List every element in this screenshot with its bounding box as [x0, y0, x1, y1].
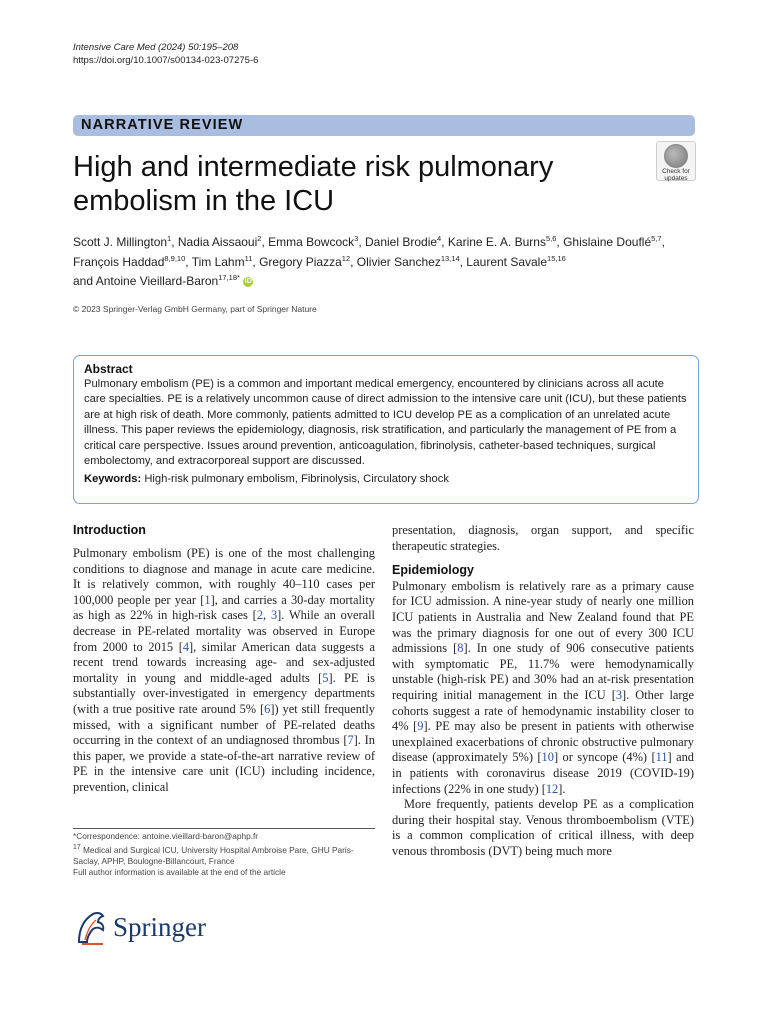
continuation-text: presentation, diagnosis, organ support, and specific therapeutic strategies.: [392, 523, 694, 553]
abstract-box: [73, 355, 699, 504]
author-name[interactable]: Nadia Aissaoui: [177, 235, 258, 249]
author-separator: ,: [556, 235, 564, 249]
abstract-heading: Abstract: [84, 362, 133, 376]
citation-link[interactable]: 4: [182, 639, 190, 654]
affiliation-text: Medical and Surgical ICU, University Hospital Ambroise Pare, GHU Paris-Saclay, APHP, Boulogne-Billancourt, France: [73, 844, 354, 867]
full-author-info: Full author information is available at the end of the article: [73, 867, 286, 878]
footnote-divider: [73, 828, 375, 829]
text-segment: ]. PE is substantially over-investigated in emergency departments (with a true positive rate around 5% [: [73, 670, 375, 716]
citation-link[interactable]: 1: [204, 592, 211, 607]
author-affiliation: 13,14: [440, 253, 460, 263]
author-affiliation: 15,16: [547, 253, 566, 263]
abstract-text: Pulmonary embolism (PE) is a common and important medical emergency, encountered by clinicians across all acute care specialties. PE is a relatively uncommon cause of direct admission to the intensive care unit (ICU), but these patients are at high risk of death. More commonly, patients admitted to ICU develop PE as a complication of an unrelated acute illness. This paper reviews the epidemiology, diagnosis, risk stratification, and particularly the management of PE from a critical care perspective. Issues around prevention, anticoagulation, fibrinolysis, catheter-based techniques, surgical embolectomy, and extracorporeal support are discussed.: [84, 378, 687, 468]
author-separator: ,: [185, 254, 192, 269]
article-type-label: NARRATIVE REVIEW: [81, 117, 244, 133]
epidemiology-heading: Epidemiology: [392, 563, 474, 578]
text-segment: ]. In this paper, we provide a state-of-the-art narrative review of PE in the intensive care unit (ICU) including incidence, prevention, clinical: [73, 733, 375, 794]
introduction-paragraph: [73, 546, 375, 796]
text-segment: ] and in patients with coronavirus disease 2019 (COVID-19) infections (22% in one study) [: [392, 750, 694, 796]
author-affiliation: 1: [167, 234, 172, 243]
author-affiliation: 11: [244, 253, 253, 263]
text-segment: ]. In one study of 906 consecutive patients with symptomatic PE, 11.7% were hemodynamically unstable (high-risk PE) and 30% had an at-risk presentation requiring initial management in the ICU [: [392, 641, 694, 702]
citation-link[interactable]: 3: [615, 687, 623, 702]
publisher-name: Springer: [113, 912, 206, 942]
author-separator: ,: [661, 235, 665, 249]
author-name[interactable]: Emma Bowcock: [268, 235, 355, 249]
author-name[interactable]: Gregory Piazza: [259, 254, 342, 269]
article-type-banner: [73, 115, 695, 136]
springer-horse-icon: [73, 908, 107, 946]
author-name[interactable]: Ghislaine Douflé: [563, 235, 652, 249]
keywords-line: [84, 472, 688, 487]
author-separator: ,: [261, 235, 269, 249]
author-affiliation: 2: [257, 234, 262, 243]
author-affiliation: 5,7: [651, 234, 662, 243]
text-segment: ], similar American data suggests a recent trend towards increasing age- and sex-adjusted mortality in young and middle-aged adults [: [73, 639, 376, 685]
text-segment: Pulmonary embolism is relatively rare as a primary cause for ICU admission. A nine-year study of nearly one million ICU patients in Australia and New Zealand found that PE was the primary diagnosis for one out of every 300 ICU admissions [: [392, 578, 694, 656]
text-segment: ]. PE may also be present in patients with otherwise unexplained exacerbations of chronic obstructive pulmonary disease (approximately 5%) [: [392, 719, 694, 765]
check-for-updates-badge[interactable]: [656, 141, 696, 181]
correspondence-line: *Correspondence: antoine.vieillard-baron@aphp.fr: [73, 831, 259, 841]
keywords-text: High-risk pulmonary embolism, Fibrinolysis, Circulatory shock: [144, 473, 449, 486]
orcid-icon[interactable]: iD: [244, 277, 252, 285]
author-affiliation: 5,6: [545, 234, 557, 243]
citation-link[interactable]: 7: [347, 733, 354, 748]
author-name[interactable]: François Haddad: [73, 254, 165, 269]
author-name[interactable]: Scott J. Millington: [73, 235, 168, 249]
text-segment: ]) yet still frequently missed, with a significant number of PE-related deaths occurring in the context of an undiagnosed thrombus [: [73, 701, 375, 748]
check-updates-line2: updates: [664, 175, 688, 182]
author-separator: ,: [441, 235, 448, 249]
author-separator: ,: [459, 254, 467, 269]
citation-link[interactable]: 8: [457, 641, 464, 656]
copyright-notice: © 2023 Springer-Verlag GmbH Germany, part of Springer Nature: [73, 304, 317, 314]
citation-link[interactable]: 6: [264, 701, 271, 716]
author-separator: ,: [350, 254, 357, 269]
author-list: [73, 231, 703, 290]
citation-link[interactable]: 5: [322, 670, 329, 685]
text-segment: ], and carries a 30-day mortality as high as 22% in high-risk cases [: [73, 592, 375, 623]
check-updates-icon: [664, 144, 688, 168]
citation-link[interactable]: 11: [655, 750, 668, 765]
text-segment: ,: [263, 608, 271, 623]
text-segment: ].: [558, 781, 566, 796]
citation-link[interactable]: 12: [545, 781, 559, 796]
right-column: [392, 523, 694, 859]
author-separator: ,: [252, 254, 260, 269]
author-affiliation: 17,18*: [218, 273, 240, 282]
complication-paragraph: More frequently, patients develop PE as a complication during their hospital stay. Venous thromboembolism (VTE) is a common complication of critical illness, with deep venous thrombosis (DVT) being much more: [392, 797, 694, 858]
author-name[interactable]: Karine E. A. Burns: [447, 235, 546, 249]
epidemiology-paragraph: [392, 579, 694, 797]
introduction-column: [73, 546, 375, 796]
author-name[interactable]: and Antoine Vieillard-Baron: [73, 274, 219, 288]
author-name[interactable]: Daniel Brodie: [365, 235, 438, 249]
journal-citation: Intensive Care Med (2024) 50:195–208: [73, 42, 239, 53]
text-segment: ]. Other large cohorts suggest a rate of hemodynamic instability closer to 4% [: [392, 687, 694, 734]
introduction-heading: Introduction: [73, 523, 146, 537]
text-segment: ]. While an overall decrease in PE-related mortality was observed in Europe from 2000 to 2015 [: [73, 608, 376, 654]
publisher-logo: [73, 908, 223, 948]
doi-link[interactable]: https://doi.org/10.1007/s00134-023-07275-6: [73, 55, 259, 66]
footnotes: [73, 831, 378, 879]
author-name[interactable]: Tim Lahm: [191, 254, 245, 269]
text-segment: Pulmonary embolism (PE) is one of the most challenging conditions to diagnose and manage in acute care medicine. It is relatively common, with roughly 40–110 cases per 100,000 people per year [: [73, 546, 375, 607]
check-updates-line1: Check for: [662, 168, 690, 175]
journal-header: [73, 41, 258, 67]
author-name[interactable]: Laurent Savale: [466, 254, 548, 269]
author-separator: ,: [358, 235, 365, 249]
author-affiliation: 3: [354, 234, 359, 243]
citation-link[interactable]: 3: [270, 608, 278, 623]
affiliation-number: 17: [73, 844, 81, 852]
citation-link[interactable]: 9: [417, 719, 424, 734]
article-title: High and intermediate risk pulmonary embolism in the ICU: [73, 151, 554, 217]
text-segment: ] or syncope (4%) [: [553, 750, 656, 765]
author-name[interactable]: Olivier Sanchez: [356, 254, 441, 269]
author-affiliation: 12: [341, 253, 351, 263]
affiliation-line: [73, 842, 378, 867]
keywords-label: Keywords:: [84, 473, 142, 486]
author-affiliation: 4: [437, 234, 442, 243]
author-separator: ,: [171, 235, 178, 249]
citation-link[interactable]: 10: [541, 750, 554, 765]
author-affiliation: 8,9,10: [164, 253, 186, 263]
citation-link[interactable]: 2: [256, 608, 264, 623]
